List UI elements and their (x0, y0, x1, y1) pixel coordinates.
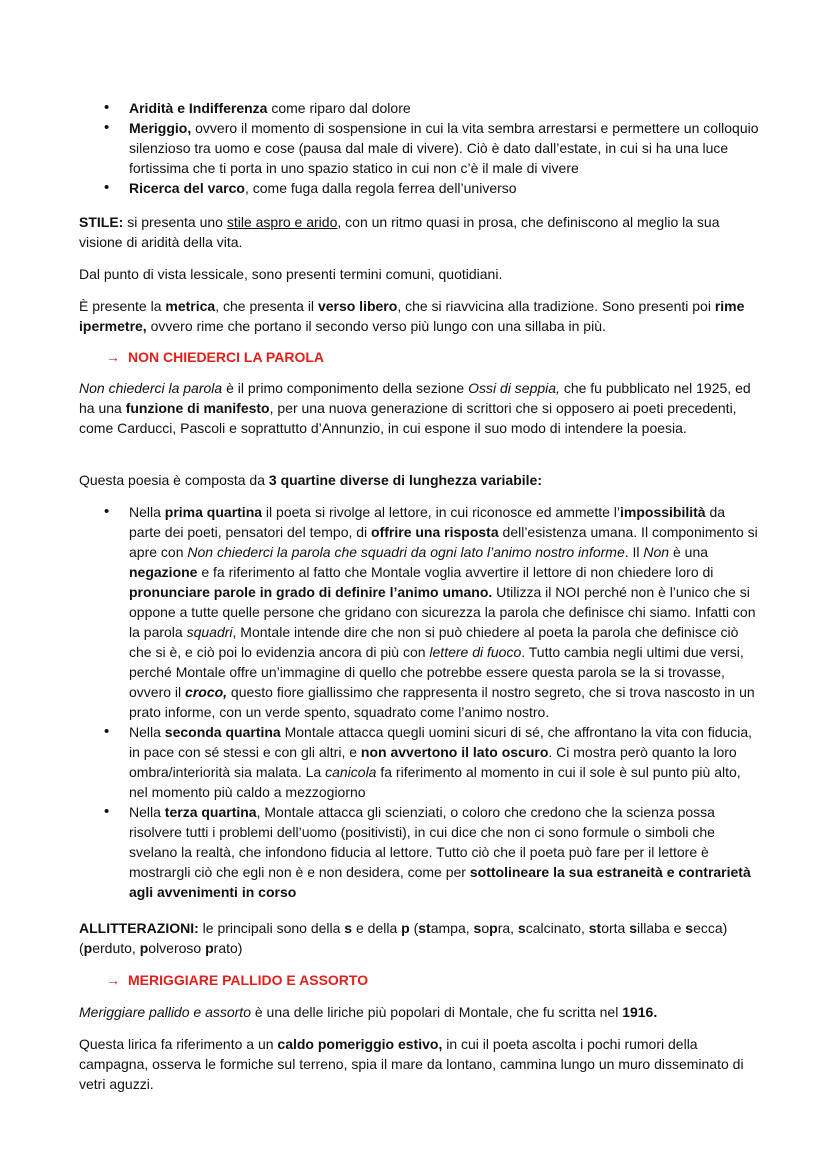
arrow-right-icon: → (106, 349, 120, 365)
intro-paragraph: Non chiederci la parola è il primo componimento della sezione Ossi di seppia, che fu pubblicato nel 1925, ed ha una funzione di manifesto, per una nuova generazione di scrittori che si opposero ai poeti precedenti, come Carducci, Pascoli e soprattutto d’Annunzio, in cui espone il suo modo di intendere la poesia. (79, 380, 751, 436)
lirica-paragraph: Questa lirica fa riferimento a un caldo pomeriggio estivo, in cui il poeta ascolta i pochi rumori della campagna, osserva le formiche sul terreno, spia il mare da lontano, cammina lungo un muro disseminato di vetri aguzzi. (79, 1036, 744, 1092)
lessico-paragraph: Dal punto di vista lessicale, sono presenti termini comuni, quotidiani. (79, 266, 503, 282)
arrow-right-icon: → (106, 972, 120, 988)
bullet-list-quartine (79, 502, 759, 902)
stile-paragraph: STILE: si presenta uno stile aspro e arido, con un ritmo quasi in prosa, che definiscono al meglio la sua visione di aridità della vita. (79, 214, 720, 250)
metrica-paragraph: È presente la metrica, che presenta il verso libero, che si riavvicina alla tradizione. Sono presenti poi rime ipermetre, ovvero rime che portano il secondo verso più lungo con una sillaba in più. (79, 298, 745, 334)
list-item: • Ricerca del varco, come fuga dalla regola ferrea dell’universo (79, 178, 759, 198)
list-item: • Meriggio, ovvero il momento di sospensione in cui la vita sembra arrestarsi e permettere un colloquio silenzioso tra uomo e cose (pausa dal male di vivere). Ciò è dato dall’estate, in cui si ha una luce fortissima che ti porta in uno spazio statico in cui non c’è il male di vivere (79, 118, 759, 178)
list-item-prima-quartina: • Nella prima quartina il poeta si rivolge al lettore, in cui riconosce ed ammette l’impossibilità da parte dei poeti, pensatori del tempo, di offrire una risposta dell’esistenza umana. Il componimento si apre con Non chiederci la parola che squadri da ogni lato l’animo nostro informe. Il Non è una negazione e fa riferimento al fatto che Montale voglia avvertire il lettore di non chiedere loro di pronunciare parole in grado di definire l’animo umano. Utilizza il NOI perché non è l’unico che si oppone a tutte quelle persone che gridano con sicurezza la parola che definisce chi siamo. Infatti con la parola squadri, Montale intende dire che non si può chiedere al poeta la parola che definisce ciò che si è, e ciò poi lo evidenzia ancora di più con lettere di fuoco. Tutto cambia negli ultimi due versi, perché Montale offre un’immagine di quello che potrebbe essere questa parola se la si trovasse, ovvero il croco, questo fiore giallissimo che rappresenta il nostro segreto, che si trova nascosto in un prato informe, con un verde spento, squadrato come l’animo nostro. (79, 502, 759, 722)
list-item-terza-quartina: • Nella terza quartina, Montale attacca gli scienziati, o coloro che credono che la scienza possa risolvere tutti i problemi dell’uomo (positivisti), in cui dice che non ci sono formule o simboli che svelano la realtà, che infondono fiducia al lettore. Tutto ciò che il poeta può fare per il lettore è mostrargli ciò che egli non è e non desidera, come per sottolineare la sua estraneità e contrarietà agli avvenimenti in corso (79, 802, 759, 902)
allitterazioni-paragraph: ALLITTERAZIONI: le principali sono della s e della p (stampa, sopra, scalcinato, storta sillaba e secca) (perduto, polveroso prato) (79, 920, 728, 956)
bullet-list-themes (79, 98, 759, 198)
meriggiare-intro-paragraph: Meriggiare pallido e assorto è una delle liriche più popolari di Montale, che fu scritta nel 1916. (79, 1004, 658, 1020)
section-heading-meriggiare: → MERIGGIARE PALLIDO E ASSORTO (106, 972, 369, 988)
list-item: • Aridità e Indifferenza come riparo dal dolore (79, 98, 759, 118)
quartine-paragraph: Questa poesia è composta da 3 quartine diverse di lunghezza variabile: (79, 472, 542, 488)
list-item-seconda-quartina: • Nella seconda quartina Montale attacca quegli uomini sicuri di sé, che affrontano la vita con fiducia, in pace con sé stessi e con gli altri, e non avvertono il lato oscuro. Ci mostra però quanto la loro ombra/interiorità sia malata. La canicola fa riferimento al momento in cui il sole è sul punto più alto, nel momento più caldo a mezzogiorno (79, 722, 759, 802)
section-heading-non-chiederci: → NON CHIEDERCI LA PAROLA (106, 349, 324, 365)
